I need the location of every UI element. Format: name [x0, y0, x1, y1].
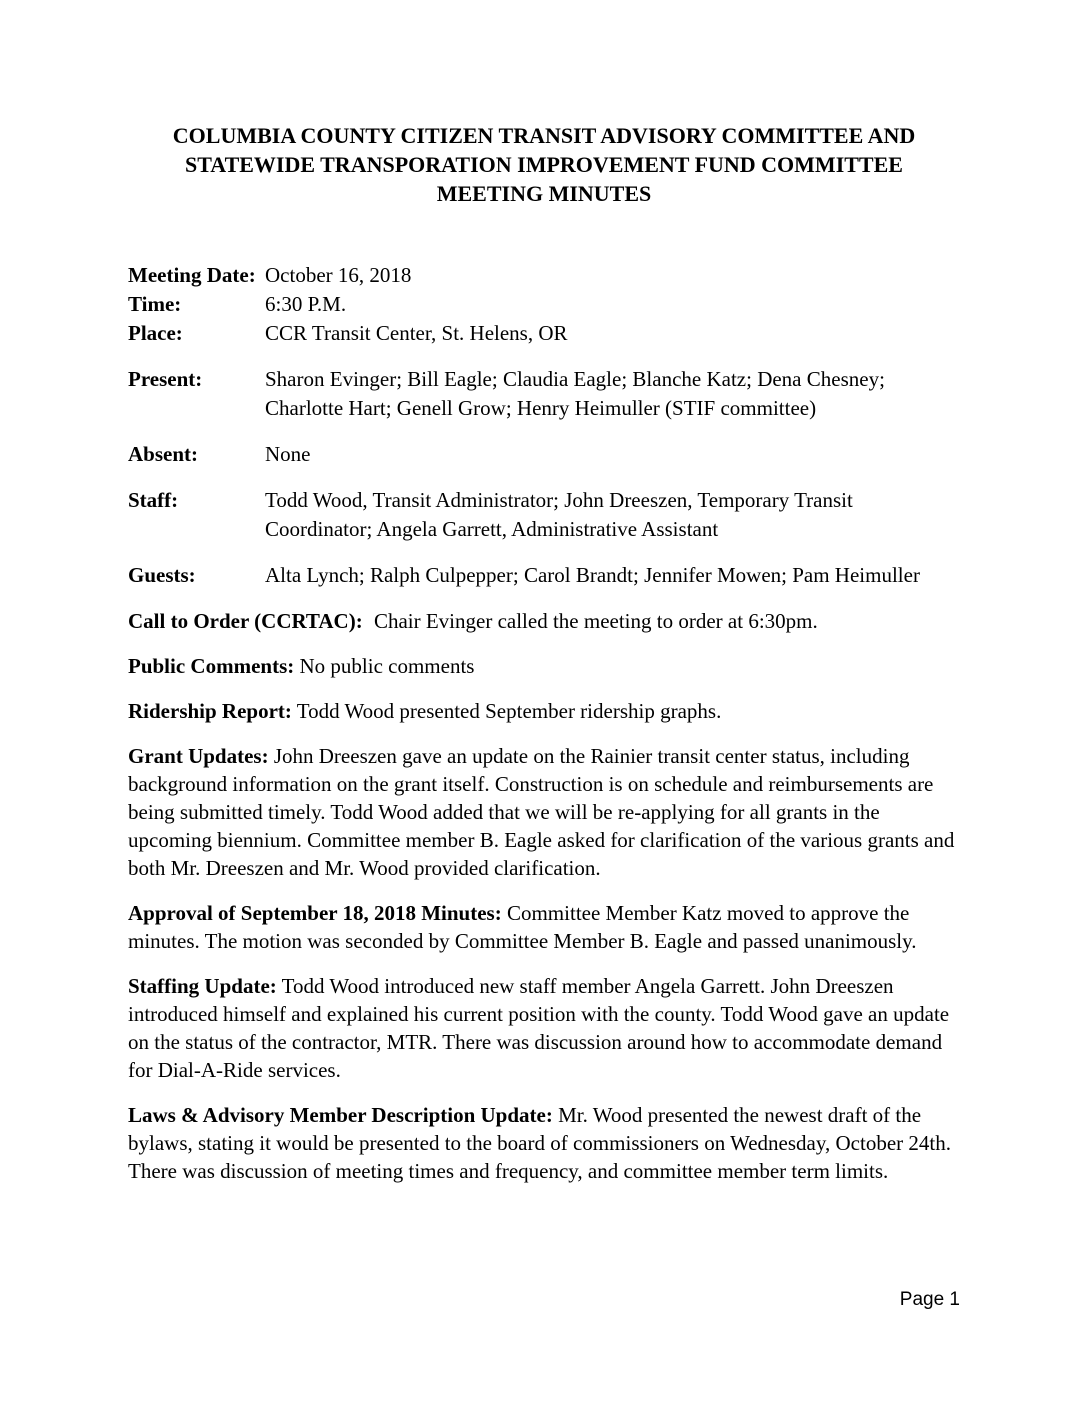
info-value: CCR Transit Center, St. Helens, OR	[265, 321, 568, 345]
section-ridership-report	[128, 697, 960, 725]
title-line-2: STATEWIDE TRANSPORATION IMPROVEMENT FUND COMMITTEE	[185, 152, 903, 177]
info-label: Meeting Date:	[128, 263, 256, 287]
info-row-present	[128, 365, 960, 423]
section-text: Chair Evinger called the meeting to order at 6:30pm.	[373, 609, 818, 633]
title-line-3: MEETING MINUTES	[436, 181, 652, 206]
info-label: Place:	[128, 321, 183, 345]
section-grant-updates	[128, 742, 960, 882]
info-row-meeting-date	[128, 261, 960, 290]
info-value: Alta Lynch; Ralph Culpepper; Carol Brandt; Jennifer Mowen; Pam Heimuller	[265, 563, 920, 587]
info-value: October 16, 2018	[265, 263, 412, 287]
info-label: Time:	[128, 292, 182, 316]
section-heading: Laws & Advisory Member Description Update:	[128, 1103, 553, 1127]
section-heading: Ridership Report:	[128, 699, 292, 723]
info-row-absent	[128, 440, 960, 469]
info-row-staff	[128, 486, 960, 544]
section-staffing-update	[128, 972, 960, 1084]
info-row-guests	[128, 561, 960, 590]
info-value: Todd Wood, Transit Administrator; John Dreeszen, Temporary Transit Coordinator; Angela Garrett, Administrative Assistant	[265, 488, 853, 541]
info-label: Staff:	[128, 488, 179, 512]
section-public-comments	[128, 652, 960, 680]
page-number: Page 1	[899, 1289, 960, 1310]
section-text: Todd Wood presented September ridership graphs.	[296, 699, 722, 723]
section-heading: Staffing Update:	[128, 974, 277, 998]
meeting-info	[128, 261, 960, 590]
section-heading: Public Comments:	[128, 654, 295, 678]
section-text: No public comments	[299, 654, 475, 678]
info-value: None	[265, 442, 311, 466]
section-laws-advisory-update	[128, 1101, 960, 1185]
document-title	[128, 121, 960, 208]
info-row-place	[128, 319, 960, 348]
section-text: Committee Member Katz moved to approve the minutes. The motion was seconded by Committee Member B. Eagle and passed unanimously.	[128, 901, 917, 953]
section-approval-of-minutes	[128, 899, 960, 955]
info-label: Absent:	[128, 442, 199, 466]
section-heading: Grant Updates:	[128, 744, 269, 768]
section-call-to-order	[128, 607, 960, 635]
info-label: Present:	[128, 367, 203, 391]
minutes-body	[128, 607, 960, 1185]
info-value: 6:30 P.M.	[265, 292, 347, 316]
page-footer	[128, 1288, 960, 1312]
info-row-time	[128, 290, 960, 319]
info-value: Sharon Evinger; Bill Eagle; Claudia Eagle; Blanche Katz; Dena Chesney; Charlotte Hart; Genell Grow; Henry Heimuller (STIF committee)	[265, 367, 885, 420]
section-text: Mr. Wood presented the newest draft of the bylaws, stating it would be presented to the board of commissioners on Wednesday, October 24th. There was discussion of meeting times and frequency, and committee member term limits.	[128, 1103, 951, 1183]
section-text: John Dreeszen gave an update on the Rainier transit center status, including background information on the grant itself. Construction is on schedule and reimbursements are being submitted timely. Todd Wood added that we will be re-applying for all grants in the upcoming biennium. Committee member B. Eagle asked for clarification of the various grants and both Mr. Dreeszen and Mr. Wood provided clarification.	[128, 744, 955, 880]
section-heading: Call to Order (CCRTAC):	[128, 609, 363, 633]
title-line-1: COLUMBIA COUNTY CITIZEN TRANSIT ADVISORY COMMITTEE AND	[172, 123, 916, 148]
section-text: Todd Wood introduced new staff member Angela Garrett. John Dreeszen introduced himself and explained his current position with the county. Todd Wood gave an update on the status of the contractor, MTR. There was discussion around how to accommodate demand for Dial-A-Ride services.	[128, 974, 950, 1082]
info-label: Guests:	[128, 563, 196, 587]
section-heading: Approval of September 18, 2018 Minutes:	[128, 901, 502, 925]
